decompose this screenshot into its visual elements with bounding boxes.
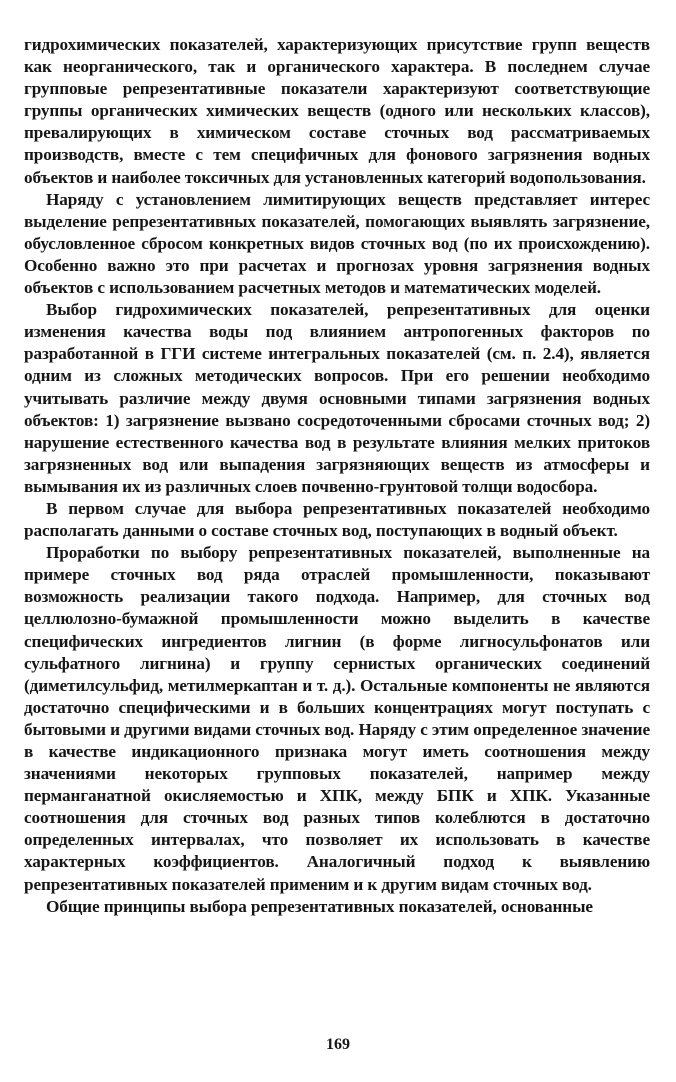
paragraph-4: В первом случае для выбора репрезентативных показателей необходимо располагать данными о составе сточных вод, поступающих в водный объект. bbox=[24, 498, 650, 541]
page-number: 169 bbox=[326, 1036, 350, 1053]
paragraph-3: Выбор гидрохимических показателей, репрезентативных для оценки изменения качества воды под влиянием антропогенных факторов по разработанной в ГГИ системе интегральных показателей (см. п. 2.4), является одним из сложных методических вопросов. При его решении необходимо учитывать различие между двумя основными типами загрязнения водных объектов: 1) загрязнение вызвано сосредоточенными сбросами сточных вод; 2) нарушение естественного качества вод в результате влияния мелких притоков загрязненных вод или выпадения загрязняющих веществ из атмосферы и вымывания их из различных слоев почвенно-грунтовой толщи водосбора. bbox=[24, 300, 650, 496]
document-page bbox=[24, 34, 650, 1082]
paragraph-1: гидрохимических показателей, характеризующих присутствие групп веществ как неорганического, так и органического характера. В последнем случае групповые репрезентативные показатели характеризуют соответствующие группы органических химических веществ (одного или нескольких классов), превалирующих в химическом составе сточных вод рассматриваемых производств, вместе с тем специфичных для фонового загрязнения водных объектов и наиболее токсичных для установленных категорий водопользования. bbox=[24, 35, 650, 187]
paragraph-5: Проработки по выбору репрезентативных показателей, выполненные на примере сточных вод ряда отраслей промышленности, показывают возможность реализации такого подхода. Например, для сточных вод целлюлозно-бумажной промышленности можно выделить в качестве специфических ингредиентов лигнин (в форме лигносульфонатов или сульфатного лигнина) и группу сернистых органических соединений (диметилсульфид, метилмеркаптан и т. д.). Остальные компоненты не являются достаточно специфическими и в больших концентрациях могут поступать с бытовыми и другими видами сточных вод. Наряду с этим определенное значение в качестве индикационного признака могут иметь соотношения между значениями некоторых групповых показателей, например между перманганатной окисляемостью и ХПК, между БПК и ХПК. Указанные соотношения для сточных вод разных типов колеблются в достаточно определенных интервалах, что позволяет их использовать в качестве характерных коэффициентов. Аналогичный подход к выявлению репрезентативных показателей применим и к другим видам сточных вод. bbox=[24, 543, 650, 894]
paragraph-2: Наряду с установлением лимитирующих веществ представляет интерес выделение репрезентативных показателей, помогающих выявлять загрязнение, обусловленное сбросом конкретных видов сточных вод (по их происхождению). Особенно важно это при расчетах и прогнозах уровня загрязнения водных объектов с использованием расчетных методов и математических моделей. bbox=[24, 189, 650, 298]
paragraph-6: Общие принципы выбора репрезентативных показателей, основанные bbox=[46, 896, 593, 916]
